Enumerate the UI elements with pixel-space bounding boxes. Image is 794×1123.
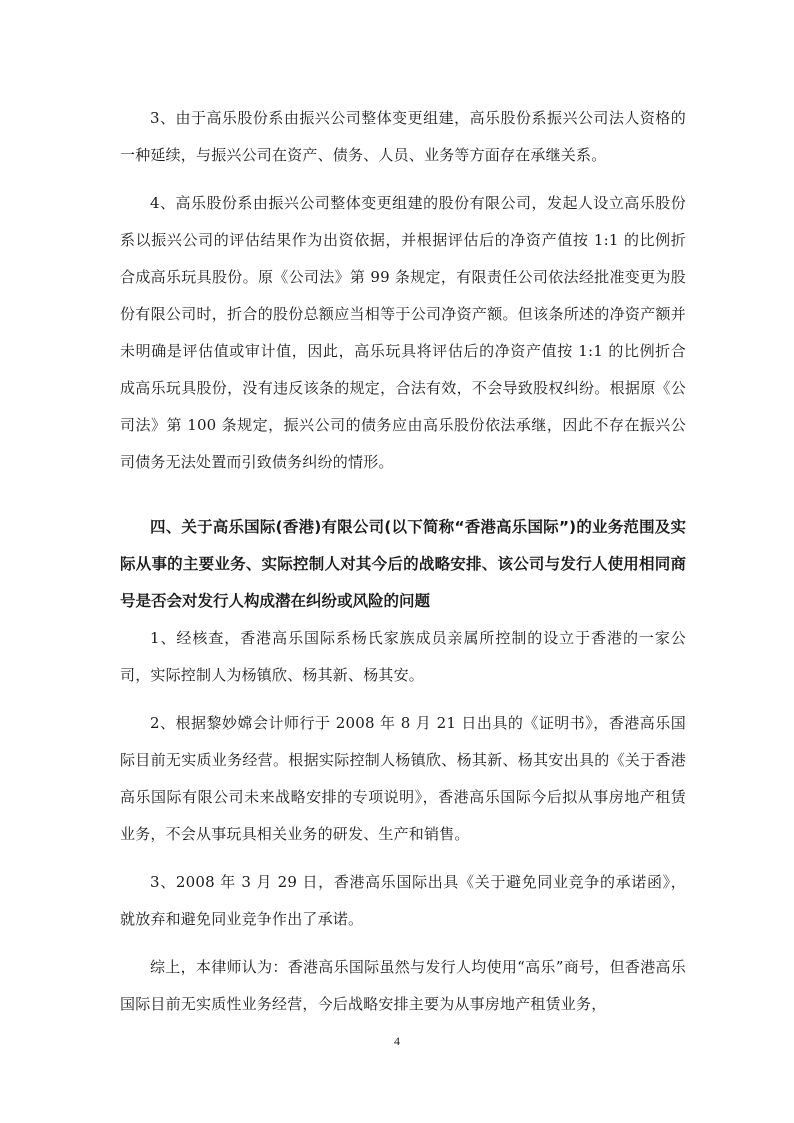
- section-heading: 四、关于高乐国际(香港)有限公司(以下简称“香港高乐国际”)的业务范围及实际从事的主要业务、实际控制人对其今后的战略安排、该公司与发行人使用相同商号是否会对发行人构成潜在纠纷或风险的问题: [120, 518, 686, 610]
- paragraph-item-4: 4、高乐股份系由振兴公司整体变更组建的股份有限公司，发起人设立高乐股份系以振兴公司的评估结果作为出资依据，并根据评估后的净资产值按 1:1 的比例折合成高乐玩具股份。原《公司法》第 99 条规定，有限责任公司依法经批准变更为股份有限公司时，折合的股份总额应当相等于公司净资产额。但该条所述的净资产额并未明确是评估值或审计值，因此，高乐玩具将评估后的净资产值按 1:1 的比例折合成高乐玩具股份，没有违反该条的规定，合法有效，不会导致股权纠纷。根据原《公司法》第 100 条规定，振兴公司的债务应由高乐股份依法承继，因此不存在振兴公司债务无法处置而引致债务纠纷的情形。: [120, 194, 686, 471]
- page-number: 4: [394, 1034, 400, 1048]
- paragraph-conclusion: 综上，本律师认为：香港高乐国际虽然与发行人均使用“高乐”商号，但香港高乐国际目前无实质性业务经营，今后战略安排主要为从事房地产租赁业务，: [120, 958, 686, 1013]
- paragraph-sub-2: 2、根据黎妙嫦会计师行于 2008 年 8 月 21 日出具的《证明书》，香港高乐国际目前无实质业务经营。根据实际控制人杨镇欣、杨其新、杨其安出具的《关于香港高乐国际有限公司未来战略安排的专项说明》，香港高乐国际今后拟从事房地产租赁业务，不会从事玩具相关业务的研发、生产和销售。: [120, 714, 686, 843]
- paragraph-sub-3: 3、2008 年 3 月 29 日，香港高乐国际出具《关于避免同业竞争的承诺函》，就放弃和避免同业竞争作出了承诺。: [120, 873, 686, 928]
- document-body: [120, 100, 686, 1034]
- paragraph-sub-1: 1、经核查，香港高乐国际系杨氏家族成员亲属所控制的设立于香港的一家公司，实际控制人为杨镇欣、杨其新、杨其安。: [120, 629, 686, 684]
- paragraph-item-3: 3、由于高乐股份系由振兴公司整体变更组建，高乐股份系振兴公司法人资格的一种延续，与振兴公司在资产、债务、人员、业务等方面存在承继关系。: [120, 109, 686, 164]
